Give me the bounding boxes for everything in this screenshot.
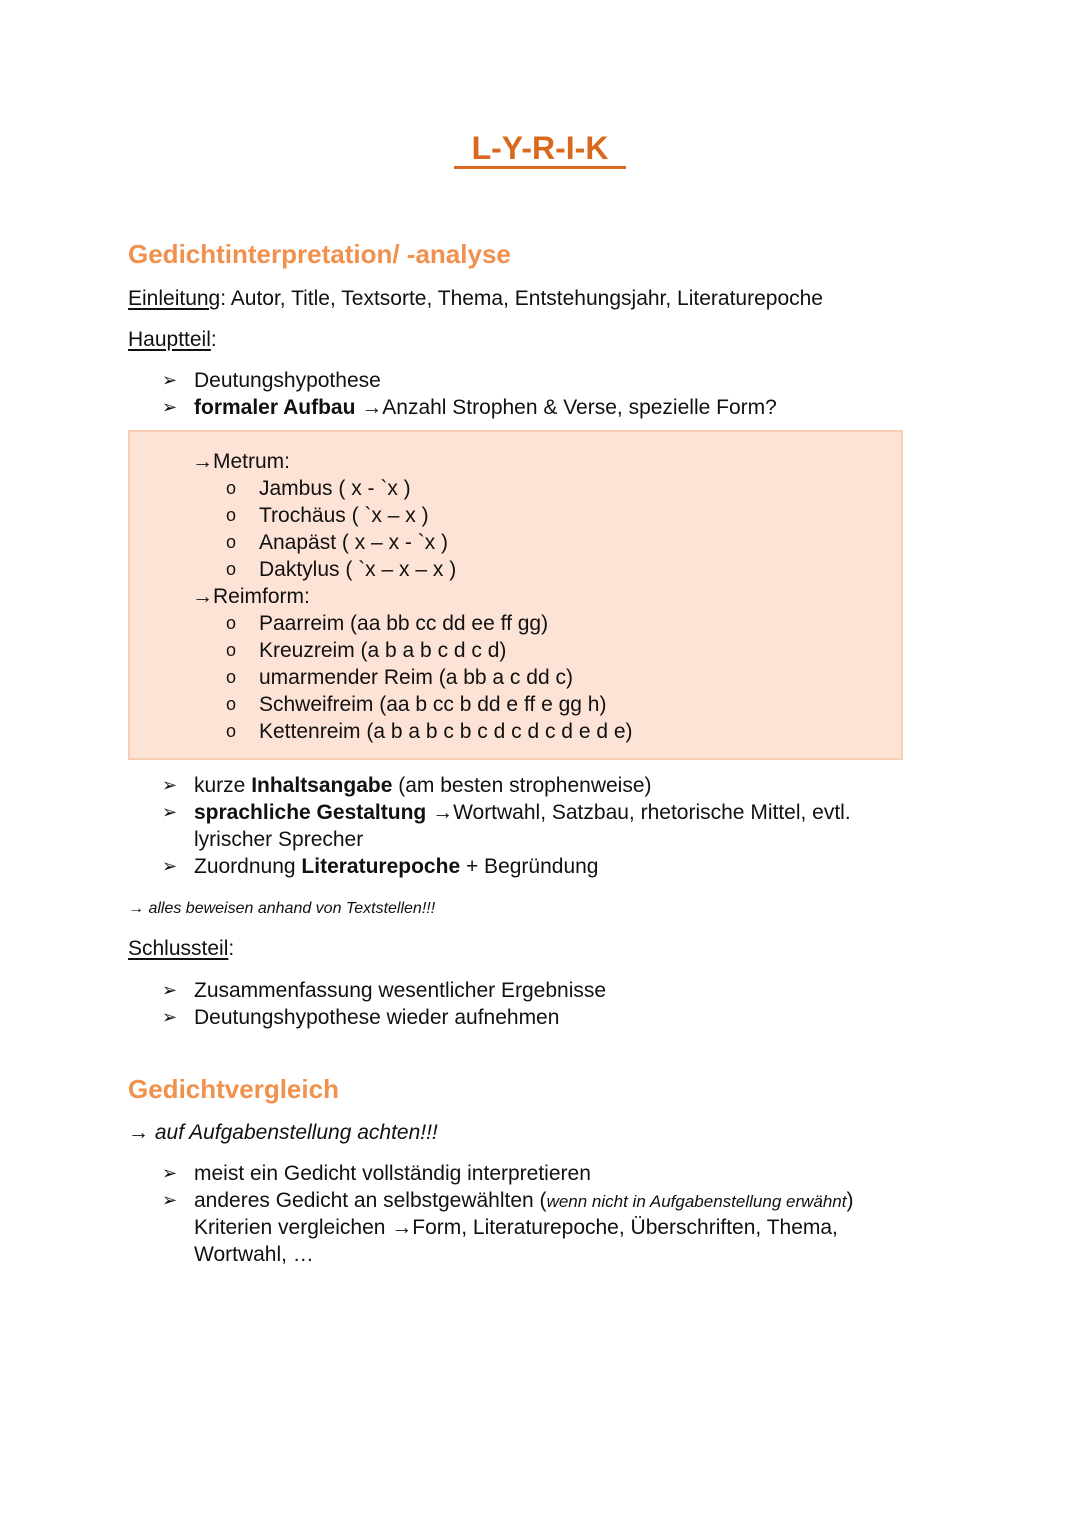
list-item-text: Daktylus ( `x – x – x )	[259, 558, 457, 581]
list-item-text: Jambus ( x - `x )	[259, 477, 411, 500]
list-item-text: meist ein Gedicht vollständig interpretieren	[194, 1162, 591, 1185]
einleitung-label: Einleitung	[128, 287, 221, 310]
list-item-text	[194, 1187, 853, 1215]
italic-remark: wenn nicht in Aufgabenstellung erwähnt	[546, 1192, 847, 1211]
arrow-bullet-icon: ➢	[162, 1163, 178, 1183]
reimform-label: →Reimform:	[192, 585, 310, 608]
list-item-text: Paarreim (aa bb cc dd ee ff gg)	[259, 612, 549, 635]
bold-term: sprachliche Gestaltung	[194, 801, 427, 824]
arrow-bullet-icon: ➢	[162, 980, 178, 1000]
circle-bullet-icon: o	[226, 613, 237, 633]
einleitung-line	[128, 285, 823, 312]
colon: :	[210, 328, 217, 351]
list-item-text	[194, 394, 777, 421]
list-item-text: Kreuzreim (a b a b c d c d)	[259, 639, 507, 662]
list-item-text: Trochäus ( `x – x )	[259, 504, 429, 527]
colon: :	[228, 937, 235, 960]
list-item-text: Deutungshypothese	[194, 369, 381, 392]
list-item-detail: →Anzahl Strophen & Verse, spezielle Form?	[355, 396, 777, 419]
arrow-bullet-icon: ➢	[162, 856, 178, 876]
section-heading-interpretation: Gedichtinterpretation/ -analyse	[128, 239, 511, 269]
circle-bullet-icon: o	[226, 667, 237, 687]
arrow-bullet-icon: ➢	[162, 397, 178, 417]
text-post: →Wortwahl, Satzbau, rhetorische Mittel, evtl.	[426, 801, 851, 824]
circle-bullet-icon: o	[226, 532, 237, 552]
list-item-continuation: Kriterien vergleichen →Form, Literaturepoche, Überschriften, Thema,	[194, 1216, 838, 1239]
text-post: (am besten strophenweise)	[392, 774, 652, 797]
list-item-continuation: Wortwahl, …	[194, 1243, 314, 1266]
list-item-text: Kettenreim (a b a b c b c d c d c d e d e)	[259, 720, 633, 743]
text-pre: kurze	[194, 774, 252, 797]
hauptteil-label: Hauptteil	[128, 328, 211, 351]
circle-bullet-icon: o	[226, 478, 237, 498]
metrum-label: →Metrum:	[192, 450, 291, 473]
list-item-text: Anapäst ( x – x - `x )	[259, 531, 449, 554]
circle-bullet-icon: o	[226, 640, 237, 660]
bold-term: Inhaltsangabe	[251, 774, 393, 797]
text-post: + Begründung	[460, 855, 599, 878]
list-item-text	[194, 772, 652, 799]
schlussteil-line	[128, 935, 234, 962]
einleitung-text: Autor, Title, Textsorte, Thema, Entstehungsjahr, Literaturepoche	[226, 287, 823, 310]
arrow-bullet-icon: ➢	[162, 775, 178, 795]
circle-bullet-icon: o	[226, 721, 237, 741]
list-item-text: Deutungshypothese wieder aufnehmen	[194, 1006, 560, 1029]
text-post: )	[846, 1189, 854, 1212]
text-pre: anderes Gedicht an selbstgewählten (	[194, 1189, 547, 1212]
schlussteil-label: Schlussteil	[128, 937, 229, 960]
circle-bullet-icon: o	[226, 505, 237, 525]
note-aufgabenstellung: → auf Aufgabenstellung achten!!!	[128, 1121, 438, 1144]
page-title-text: L-Y-R-I-K	[454, 130, 627, 169]
arrow-bullet-icon: ➢	[162, 802, 178, 822]
bold-term: Literaturepoche	[301, 855, 461, 878]
circle-bullet-icon: o	[226, 559, 237, 579]
colon: :	[220, 287, 227, 310]
list-item-text: umarmender Reim (a bb a c dd c)	[259, 666, 573, 689]
list-item-text: Zusammenfassung wesentlicher Ergebnisse	[194, 979, 607, 1002]
page-title	[0, 128, 1080, 169]
hauptteil-line	[128, 326, 217, 353]
list-item-continuation: lyrischer Sprecher	[194, 828, 364, 851]
list-item-text: Schweifreim (aa b cc b dd e ff e gg h)	[259, 693, 607, 716]
list-item-text	[194, 799, 851, 826]
text-pre: Zuordnung	[194, 855, 302, 878]
list-item-text	[194, 853, 599, 880]
section-heading-gedichtvergleich: Gedichtvergleich	[128, 1074, 339, 1104]
arrow-bullet-icon: ➢	[162, 370, 178, 390]
circle-bullet-icon: o	[226, 694, 237, 714]
arrow-bullet-icon: ➢	[162, 1190, 178, 1210]
arrow-bullet-icon: ➢	[162, 1007, 178, 1027]
note-textstellen: → alles beweisen anhand von Textstellen!!!	[128, 900, 436, 917]
bold-term: formaler Aufbau	[194, 396, 356, 419]
